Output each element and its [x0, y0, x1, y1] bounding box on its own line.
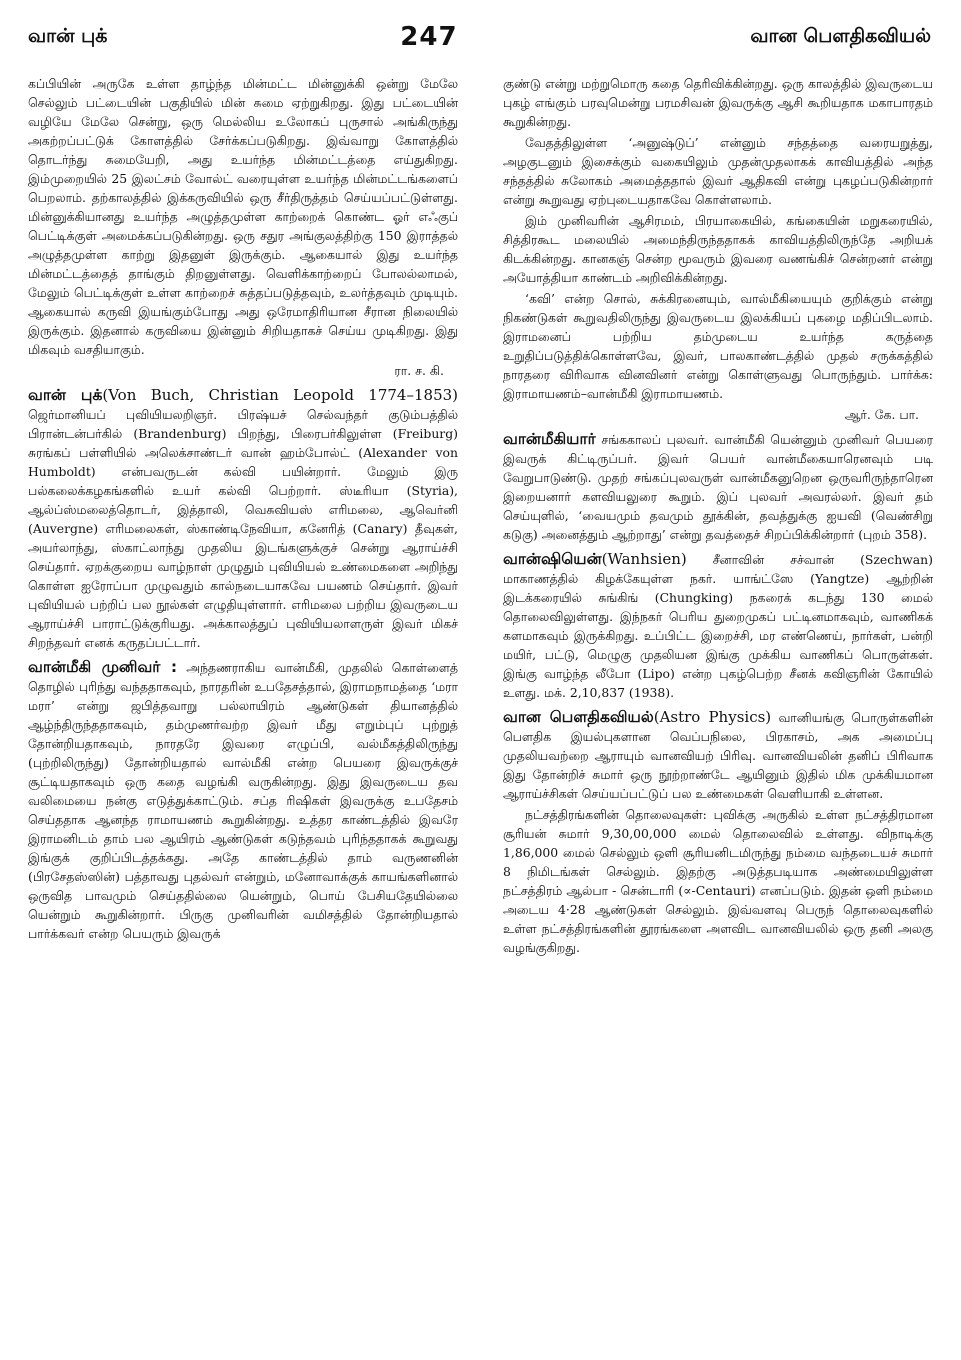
- continued-paragraph: கப்பியின் அருகே உள்ள தாழ்ந்த மின்மட்ட மின்னுக்கி ஒன்று மேலே செல்லும் பட்டையின் பகுதியில் மின் சுமை ஏற்றுகிறது. இது பட்டையின் வழியே மேலே சென்று, ஒரு மெல்லிய உலோகப் புருசால் அங்கிருந்து அகற்றப்பட்டுக் கோளத்தில் சேர்க்கப்படுகிறது. இவ்வாறு கோளத்தில் தொடர்ந்து சுமையேறி, அது உயர்ந்த மின்மட்டத்தை எய்துகிறது. இம்முறையில் 25 இலட்சம் வோல்ட் வரையுள்ள உயர்ந்த மின்மட்டங்களைப் பெறலாம். தற்காலத்தில் இக்கருவியில் ஒரு சீர்திருத்தம் செய்யப்பட்டுள்ளது. மின்னுக்கியானது உயர்ந்த அழுத்தமுள்ள காற்றைக் கொண்ட ஓர் எஃகுப் பெட்டிக்குள் அமைக்கப்படுகின்றது. ஒரு சதுர அங்குலத்திற்கு 150 இராத்தல் அழுத்தமுள்ள காற்று இதனுள் இருக்கும். ஆகையால் இது உயர்ந்த மின்மட்டத்தைத் தாங்கும் திறனுள்ளது. வெளிக்காற்றைப் போலல்லாமல், மேலும் பெட்டிக்குள் உள்ள காற்றைச் சுத்தப்படுத்தவும், உலர்த்தவும் முடியும். ஆகையால் கருவி இயங்கும்போது அது ஒரேமாதிரியான சீரான நிலையில் இருக்கும். இதனால் கருவியை இன்னும் சிறியதாகச் செய்ய முடிகிறது. இது மிகவும் வசதியாகும்.: [28, 76, 458, 357]
- right-column: [503, 74, 933, 1346]
- entry-body: அந்தணராகிய வான்மீகி, முதலில் கொள்ளைத் தொழில் புரிந்து வந்ததாகவும், நாரதரின் உபதேசத்தால், இராமநாமத்தை ‘மரா மரா’ என்று ஜபித்தவாறு பல்லாயிரம் ஆண்டுகள் தியானத்தில் ஆழ்ந்திருந்ததாகவும், தம்முணர்வற்ற இவர் மீது எறும்புப் புற்றுத் தோன்றியதாகவும், நாரதரே இவரை எழுப்பி, வல்மீகத்திலிருந்து (புற்றிலிருந்து) தோன்றியதால் வால்மீகி என்ற பெயரை இவருக்குச் சூட்டியதாகவும் ஒரு கதை வழங்கி வருகின்றது. இது இவருடைய தவ வலிமையை நன்கு எடுத்துக்காட்டும். சப்த ரிஷிகள் இவருக்கு உபதேசம் செய்ததாக ஆனந்த ராமாயணம் கூறுகின்றது. உத்தர காண்டத்தில் இவரே இராமனிடம் தாம் பல ஆயிரம் ஆண்டுகள் கடுந்தவம் புரிந்ததாகக் கூறுவது இங்குக் குறிப்பிடத்தக்கது. அதே காண்டத்தில் தாம் வருணனின் (பிரசேதஸ்ஸின்) பத்தாவது புதல்வர் என்றும், மனோவாக்குக் காயங்களினால் ஒருவித பாவமும் செய்ததில்லை யென்றும், பொய் பேசியதேயில்லை யென்றும் கூறுகின்றார். பிருகு முனிவரின் வமிசத்தில் தோன்றியதால் பார்க்கவர் என்ற பெயரும் இவருக்: [28, 660, 458, 941]
- continued-paragraph: குண்டு என்று மற்றுமொரு கதை தெரிவிக்கின்றது. ஒரு காலத்தில் இவருடைய புகழ் எங்கும் பரவுமென்று பரமசிவன் இவருக்கு ஆசி கூறியதாக மகாபாரதம் கூறுகின்றது.: [503, 76, 933, 129]
- entry-wanhsien: [503, 550, 933, 702]
- entry-title: வான்ஷியென்: [503, 550, 602, 568]
- author-initials: ஆர். கே. பா.: [844, 407, 919, 422]
- entry-body: ஜெர்மானியப் புவியியலறிஞர். பிரஷ்யச் செல்வந்தர் குடும்பத்தில் பிரான்டன்பர்கில் (Brandenburg) பிறந்து, பிரைபர்கிலுள்ள (Freiburg) சுரங்கப் பள்ளியில் அலெக்சாண்டர் வான் ஹம்போல்ட் (Alexander von Humboldt) என்பவருடன் கல்வி பயின்றார். மேலும் இரு பல்கலைக்கழகங்களில் உயர் கல்வி பெற்றார். ஸ்டீரியா (Styria), ஆல்ப்ஸ்மலைத்தொடர், இத்தாலி, வெசுவியஸ் எரிமலை, ஆவெர்னி (Auvergne) எரிமலைகள், ஸ்காண்டிநேவியா, கனேரித் (Canary) தீவுகள், அயர்லாந்து, ஸ்காட்லாந்து முதலிய இடங்களுக்குச் சென்று ஆராய்ச்சி செய்தார். ஏறக்குறைய வாழ்நாள் முழுதும் புவியியல் உண்மைகளை அறிந்து கொள்ள ஐரோப்பா முழுவதும் கால்நடையாகவே பயணம் செய்தார். இவர் புவியியல் பற்றிப் பல நூல்கள் எழுதியுள்ளார். எரிமலை பற்றிய இவருடைய ஆராய்ச்சி பாராட்டுக்குரியது. அக்காலத்துப் புவியியலாளருள் இவர் மிகச் சிறந்தவர் எனக் கருதப்பட்டார்.: [28, 407, 458, 650]
- paragraph: வேதத்திலுள்ள ‘அனுஷ்டுப்’ என்னும் சந்தத்தை வரையறுத்து, அழகுடனும் இசைக்கும் வகையிலும் முதன்முதலாகக் காவியத்தில் அந்த சந்தத்தில் சுலோகம் அமைத்ததால் இவர் ஆதிகவி என்று புகழப்படுகின்றார் என்று கூறுவது ஏற்புடையதாகவே கொள்ளலாம்.: [503, 135, 933, 207]
- paragraph: இம் முனிவரின் ஆசிரமம், பிரயாகையில், கங்கையின் மறுகரையில், சித்திரகூட மலையில் அமைந்திருந்ததாகக் காவியத்திலிருந்தே அறியக் கிடக்கின்றது. கானகஞ் சென்ற மூவரும் இவரை வணங்கிச் சென்றனர் என்று அயோத்தியா காண்டம் அறிவிக்கின்றது.: [503, 213, 933, 285]
- entry-body: வானியங்கு பொருள்களின் பௌதிக இயல்புகளான வெப்பநிலை, பிரகாசம், அக அமைப்பு முதலியவற்றை ஆராயும் வானவியற் பிரிவு. வானவியலின் தனிப் பிரிவாக இது தோன்றிச் சுமார் ஒரு நூற்றாண்டே ஆயினும் இதில் மிக முக்கியமான ஆராய்ச்சிகள் செய்யப்பட்டுப் பல உண்மைகள் வெளியாகி உள்ளன.: [503, 710, 933, 801]
- entry-valmiki-munivar: [28, 658, 458, 943]
- entry-valmikiyar: [503, 430, 933, 544]
- page-header: [28, 14, 931, 60]
- entry-body: சங்ககாலப் புலவர். வான்மீகி யென்னும் முனிவர் பெயரை இவருக் கிட்டிருப்பர். இவர் பெயர் வான்மீகையாரெனவும் படி வேறுபாடுண்டு. முதற் சங்கப்புலவருள் வான்மீகனுறென ஒருவரிருந்தாரென இறையனார் களவியலுரை கூறும். இப் புலவர் அவரல்லர். இவர் தம் செய்யுளில், ‘வையமும் தவமும் தூக்கின், தவத்துக்கு ஐயவி (வெண்சிறு கடுகு) அனைத்தும் ஆற்றாது’ என்று தவத்தைச் சிறப்பிக்கின்றார் (புறம் 358).: [503, 432, 933, 542]
- entry-latin-name: (Astro Physics): [653, 708, 772, 726]
- entry-body: சீனாவின் சச்வான் (Szechwan) மாகாணத்தில் கிழக்கேயுள்ள நகர். யாங்ட்ஸே (Yangtze) ஆற்றின் இடக்கரையில் சுங்கிங் (Chungking) நகரைக் கடந்து 130 மைல் தொலைவிலுள்ளது. இந்நகர் பெரிய துறைமுகப் பட்டினமாகவும், வாணிகக் களமாகவும் இருக்கிறது. உப்பிட்ட இறைச்சி, மர எண்ணெய், நார்கள், பன்றி மயிர், பட்டு, மெழுகு முதலியன இங்கு முக்கிய வாணிகப் பொருள்கள். இங்கு வாழ்ந்த லீபோ (Lipo) என்ற புகழ்பெற்ற சீனக் கவிஞரின் கோயில் உளது. மக். 2,10,837 (1938).: [503, 552, 933, 700]
- entry-von-buch: [28, 386, 458, 652]
- entry-latin-name: (Von Buch, Christian Leopold 1774–1853): [102, 386, 458, 404]
- header-left-keyword: வான் புக்: [28, 24, 108, 47]
- entry-latin-name: (Wanhsien): [601, 550, 687, 568]
- header-right-keyword: வான பௌதிகவியல்: [750, 24, 931, 47]
- paragraph: நட்சத்திரங்களின் தொலைவுகள்: புவிக்கு அருகில் உள்ள நட்சத்திரமான சூரியன் சுமார் 9,30,00,000 மைல் தொலைவில் உள்ளது. விநாடிக்கு 1,86,000 மைல் செல்லும் ஒளி சூரியனிடமிருந்து நம்மை வந்தடையச் சுமார் 8 நிமிடங்கள் செல்லும். இதற்கு அடுத்தபடியாக அண்மையிலுள்ள நட்சத்திரம் ஆல்பா - சென்டாரி (∝-Centauri) எனப்படும். இதன் ஒளி நம்மை அடைய 4·28 ஆண்டுகள் செல்லும். இவ்வளவு பெருந் தொலைவுகளில் உள்ள நட்சத்திரங்களின் தூரங்களை அளவிட வானவியலில் ஒரு தனி அலகு வழங்குகிறது.: [503, 807, 933, 955]
- entry-title: வான பௌதிகவியல்: [503, 708, 654, 726]
- entry-title: வான் புக்: [28, 386, 103, 404]
- page-number: 247: [400, 22, 458, 52]
- entry-title: வான்மீகி முனிவர் :: [28, 658, 178, 676]
- author-initials: ரா. ச. கி.: [394, 363, 444, 378]
- entry-astro-physics: [503, 708, 933, 803]
- paragraph: ‘கவி’ என்ற சொல், சுக்கிரனையும், வால்மீகியையும் குறிக்கும் என்று நிகண்டுகள் கூறுவதிலிருந்து இவருடைய இலக்கியப் புகழை மதிப்பிடலாம். இராமனைப் பற்றிய தம்முடைய உயர்ந்த கருத்தை உறுதிப்படுத்திக்கொள்ளவே, இவர், பாலகாண்டத்தில் முதல் சருக்கத்தில் நாரதரை விரிவாக வினவினர் என்று கொள்ளுவது பொருந்தும். பார்க்க: இராமாயணம்–வான்மீகி இராமாயணம்.: [503, 291, 933, 401]
- left-column: [28, 74, 458, 1346]
- entry-title: வான்மீகியார்: [503, 430, 596, 448]
